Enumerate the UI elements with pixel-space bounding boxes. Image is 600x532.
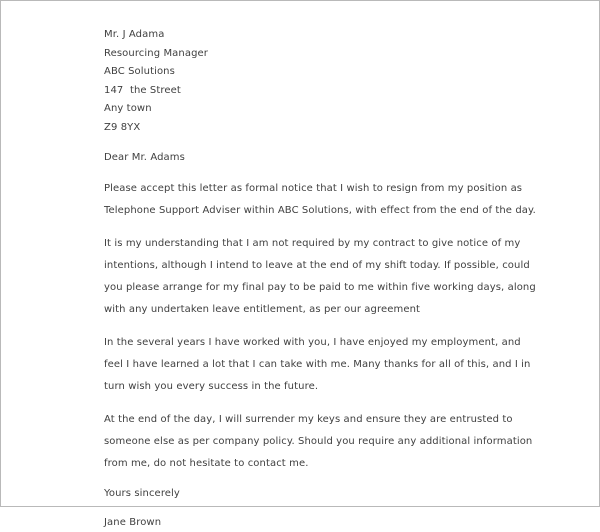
paragraph-line: In the several years I have worked with you, I have enjoyed my employment, and: [104, 337, 521, 348]
paragraph-line: intentions, although I intend to leave at the end of my shift today. If possible, could: [104, 260, 530, 271]
recipient-postcode: Z9 8YX: [104, 121, 141, 133]
closing: Yours sincerely: [104, 488, 180, 499]
recipient-name: Mr. J Adama: [104, 29, 165, 40]
paragraph-line: At the end of the day, I will surrender my keys and ensure they are entrusted to: [104, 414, 513, 425]
salutation: Dear Mr. Adams: [104, 152, 185, 163]
signature: Jane Brown: [104, 517, 162, 528]
paragraph-line: someone else as per company policy. Should you require any additional information: [104, 436, 533, 447]
recipient-address: [104, 26, 544, 137]
paragraph-line: Telephone Support Adviser within ABC Solutions, with effect from the end of the day.: [104, 205, 536, 216]
recipient-street: 147 the Street: [104, 84, 181, 96]
paragraph-line: feel I have learned a lot that I can take with me. Many thanks for all of this, and I in: [104, 359, 531, 370]
paragraph-handover: [104, 409, 544, 475]
recipient-town: Any town: [104, 103, 152, 114]
paragraph-line: you please arrange for my final pay to be paid to me within five working days, along: [104, 282, 536, 293]
paragraph-line: from me, do not hesitate to contact me.: [104, 458, 309, 469]
paragraph-resignation-notice: [104, 178, 544, 222]
recipient-company: ABC Solutions: [104, 66, 175, 77]
paragraph-notice-terms: [104, 233, 544, 321]
recipient-title: Resourcing Manager: [104, 47, 208, 59]
letter-content: [104, 1, 544, 532]
paragraph-line: turn wish you every success in the future.: [104, 381, 319, 392]
paragraph-line: It is my understanding that I am not required by my contract to give notice of my: [104, 238, 521, 249]
paragraph-line: with any undertaken leave entitlement, as per our agreement: [104, 304, 421, 315]
paragraph-line: Please accept this letter as formal notice that I wish to resign from my position as: [104, 183, 523, 194]
paragraph-thanks: [104, 332, 544, 398]
